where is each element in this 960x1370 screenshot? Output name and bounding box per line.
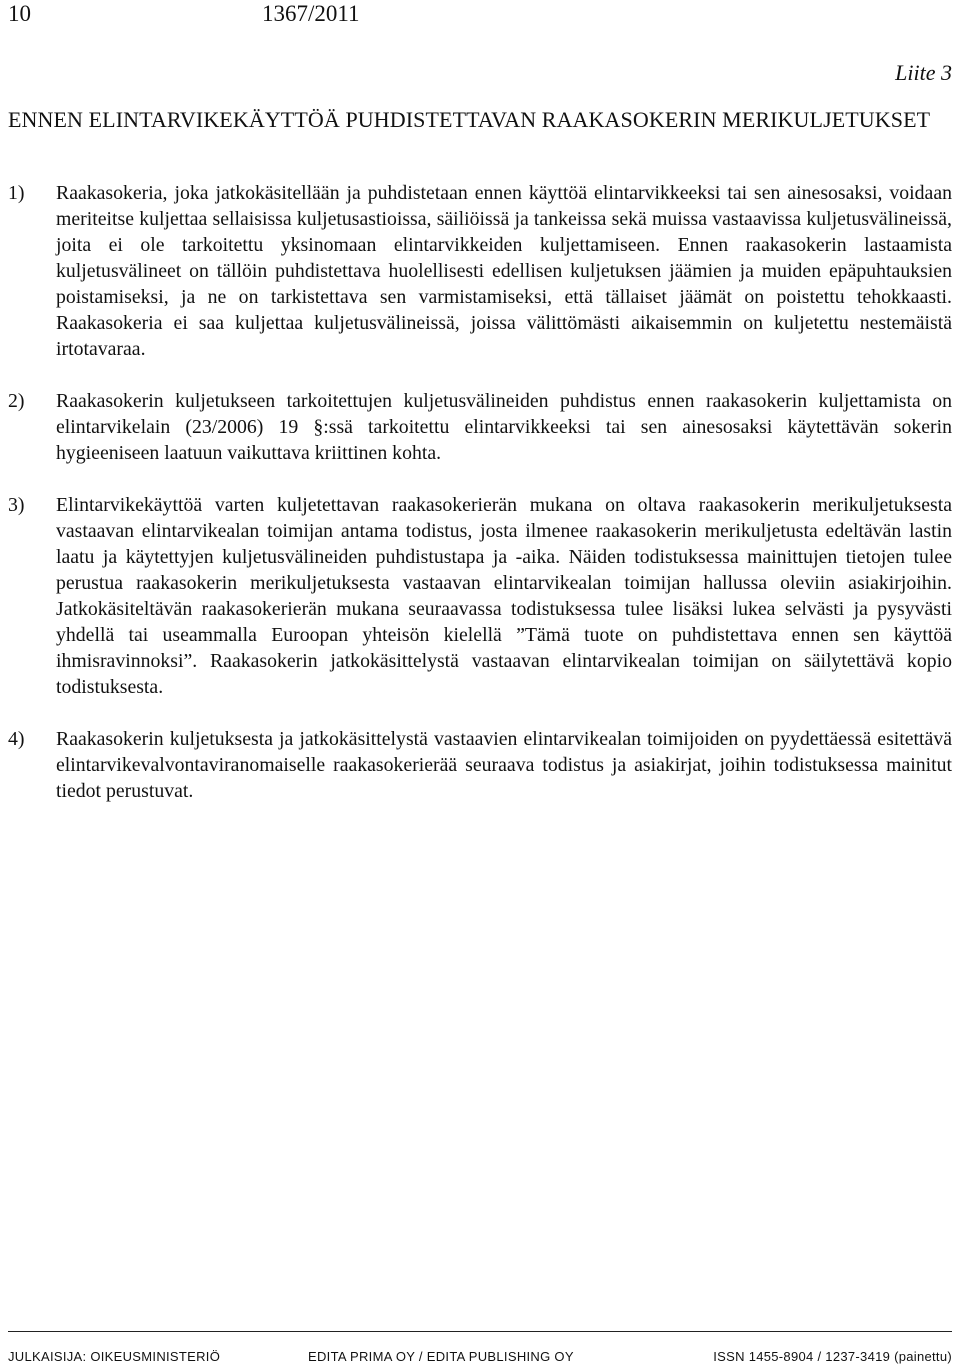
appendix-label: Liite 3 [895,60,952,85]
list-item [8,388,952,466]
item-text: Elintarvikekäyttöä varten kuljetettavan raakasokerierän mukana on oltava raakasokerin merikuljetuksesta vastaavan elintarvikealan toimijan antama todistus, josta ilmenee raakasokerin merikuljetusta edeltävän lastin laatu ja käytettyjen kuljetusvälineiden puhdistustapa ja -aika. Näiden todistuksessa mainittujen tietojen tulee perustua raakasokerin merikuljetuksesta vastaavan elintarvikealan toimijan hallussa oleviin asiakirjoihin. Jatkokäsiteltävän raakasokerierän mukana seuraavassa todistuksessa tulee lisäksi lukea selvästi ja pysyvästi yhdellä tai useammalla Euroopan yhteisön kielellä ”Tämä tuote on puhdistettava ennen sen käyttöä ihmisravinnoksi”. Raakasokerin jatkokäsittelystä vastaavan elintarvikealan toimijan on säilytettävä kopio todistuksesta. [56,494,952,698]
list-item [8,180,952,362]
section-title: ENNEN ELINTARVIKEKÄYTTÖÄ PUHDISTETTAVAN RAAKASOKERIN MERIKULJETUKSET [8,107,931,132]
footer-publisher: JULKAISIJA: OIKEUSMINISTERIÖ [8,1349,221,1364]
page-footer [8,1347,952,1367]
item-number: 3) [8,494,25,516]
footer-issn: ISSN 1455-8904 / 1237-3419 (painettu) [713,1349,952,1364]
footer-divider [8,1331,952,1332]
item-text: Raakasokerin kuljetukseen tarkoitettujen kuljetusvälineiden puhdistus ennen raakasokerin kuljettamista on elintarvikelain (23/2006) 19 §:ssä tarkoitettu elintarvikkeeksi tai sen ainesosaksi käytettävän sokerin hygieeniseen laatuun vaikuttava kriittinen kohta. [56,390,952,464]
item-number: 4) [8,728,25,750]
item-text: Raakasokerin kuljetuksesta ja jatkokäsittelystä vastaavien elintarvikealan toimijoiden on pyydettäessä esitettävä elintarvikevalvontaviranomaiselle raakasokerierää seuraava todistus ja asiakirjat, joihin todistuksessa mainitut tiedot perustuvat. [56,728,952,802]
footer-printer: EDITA PRIMA OY / EDITA PUBLISHING OY [308,1349,574,1364]
statute-number: 1367/2011 [262,1,360,26]
list-item [8,492,952,700]
page-number: 10 [8,1,31,26]
document-body [8,180,952,830]
list-item [8,726,952,804]
item-number: 1) [8,182,25,204]
page-header [8,0,952,28]
item-number: 2) [8,390,25,412]
item-text: Raakasokeria, joka jatkokäsitellään ja puhdistetaan ennen käyttöä elintarvikkeeksi tai sen ainesosaksi, voidaan meriteitse kuljettaa sellaisissa kuljetusastioissa, säiliöissä ja tankeissa sekä muissa vastaavissa kuljetusvälineissä, joita ei ole tarkoitettu yksinomaan elintarvikkeiden kuljettamiseen. Ennen raakasokerin lastaamista kuljetusvälineet on tällöin puhdistettava huolellisesti edellisen kuljetuksen jäämien ja muiden epäpuhtauksien poistamiseksi, ja ne on tarkistettava sen varmistamiseksi, että tällaiset jäämät on poistettu tehokkaasti. Raakasokeria ei saa kuljettaa kuljetusvälineissä, joissa välittömästi aikaisemmin on kuljetettu nestemäistä irtotavaraa. [56,182,952,360]
